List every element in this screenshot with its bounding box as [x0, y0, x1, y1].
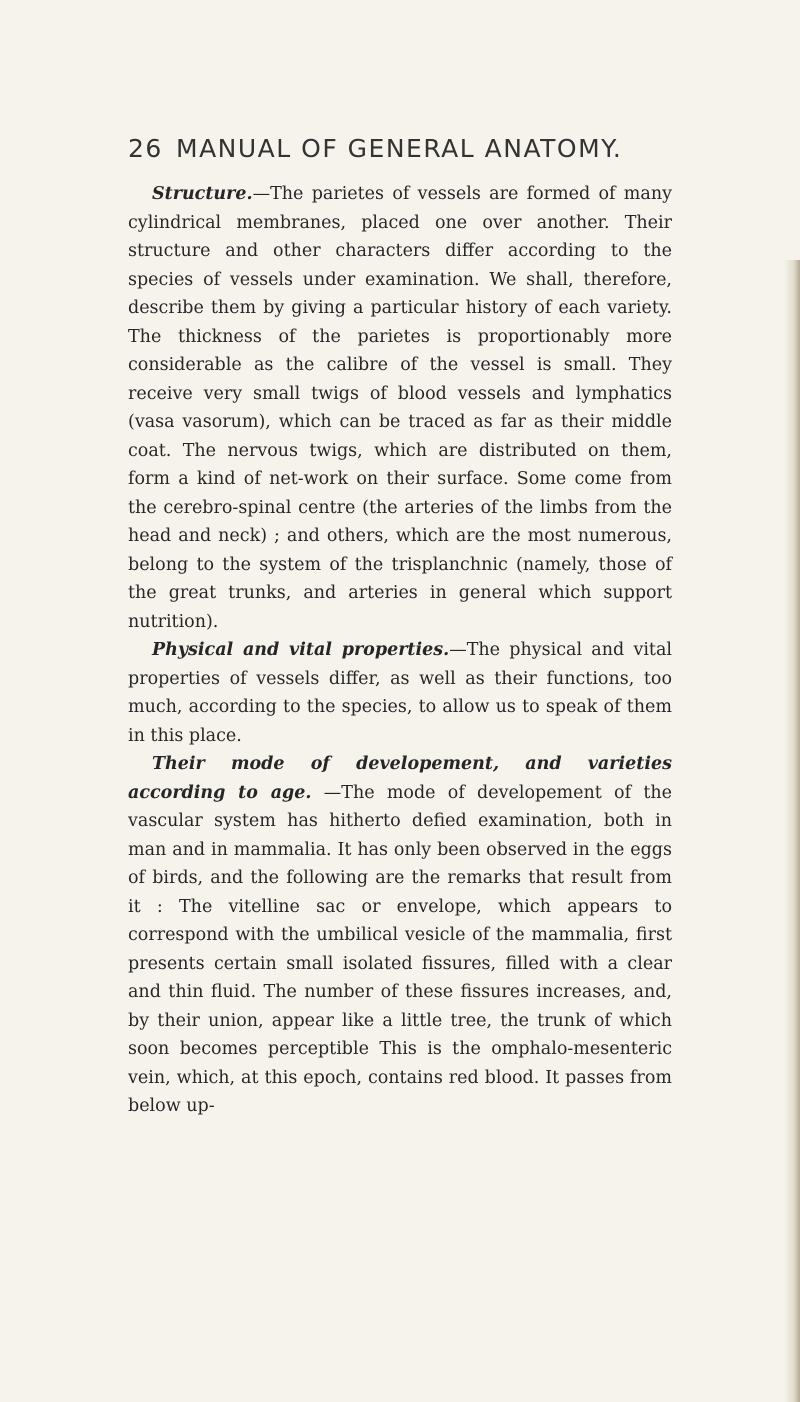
paragraph-text: —The parietes of vessels are formed of many cylindrical membranes, placed one over another. Their structure and other characters differ according to the species of vessels under examination. We shall, therefore, describe them by giving a particular history of each variety. The thickness of the parietes is proportionably more considerable as the calibre of the vessel is small. They receive very small twigs of blood vessels and lymphatics (vasa vasorum), which can be traced as far as their middle coat. The nervous twigs, which are distributed on them, form a kind of net-work on their surface. Some come from the cerebro-spinal centre (the arteries of the limbs from the head and neck) ; and others, which are the most numerous, belong to the system of the trisplanchnic (namely, those of the great trunks, and arteries in general which support nutrition). — [128, 184, 672, 632]
running-title: MANUAL OF GENERAL ANATOMY. — [176, 134, 623, 163]
running-head — [128, 134, 688, 174]
paragraph-structure — [128, 180, 672, 636]
paragraph-text: —The physical and vital properties of vessels differ, as well as their functions, too much, according to the species, to allow us to speak of them in this place. — [128, 640, 672, 746]
page-edge-shadow — [784, 260, 800, 1402]
page-number: 26 — [128, 134, 163, 163]
paragraph-developement — [128, 750, 672, 1121]
section-heading-structure: Structure. — [152, 184, 253, 204]
body-text — [128, 180, 672, 1121]
paragraph-properties — [128, 636, 672, 750]
paragraph-text: —The mode of developement of the vascular system has hitherto defied examination, both in man and in mammalia. It has only been observed in the eggs of birds, and the following are the remarks that result from it : The vitelline sac or envelope, which appears to correspond with the umbilical vesicle of the mammalia, first presents certain small isolated fissures, filled with a clear and thin fluid. The number of these fissures increases, and, by their union, appear like a little tree, the trunk of which soon becomes perceptible This is the omphalo-mesenteric vein, which, at this epoch, contains red blood. It passes from below up- — [128, 782, 672, 1116]
section-heading-developement: Their mode of developement, and varieties according to age. — [128, 754, 672, 803]
section-heading-properties: Physical and vital properties. — [152, 640, 450, 660]
